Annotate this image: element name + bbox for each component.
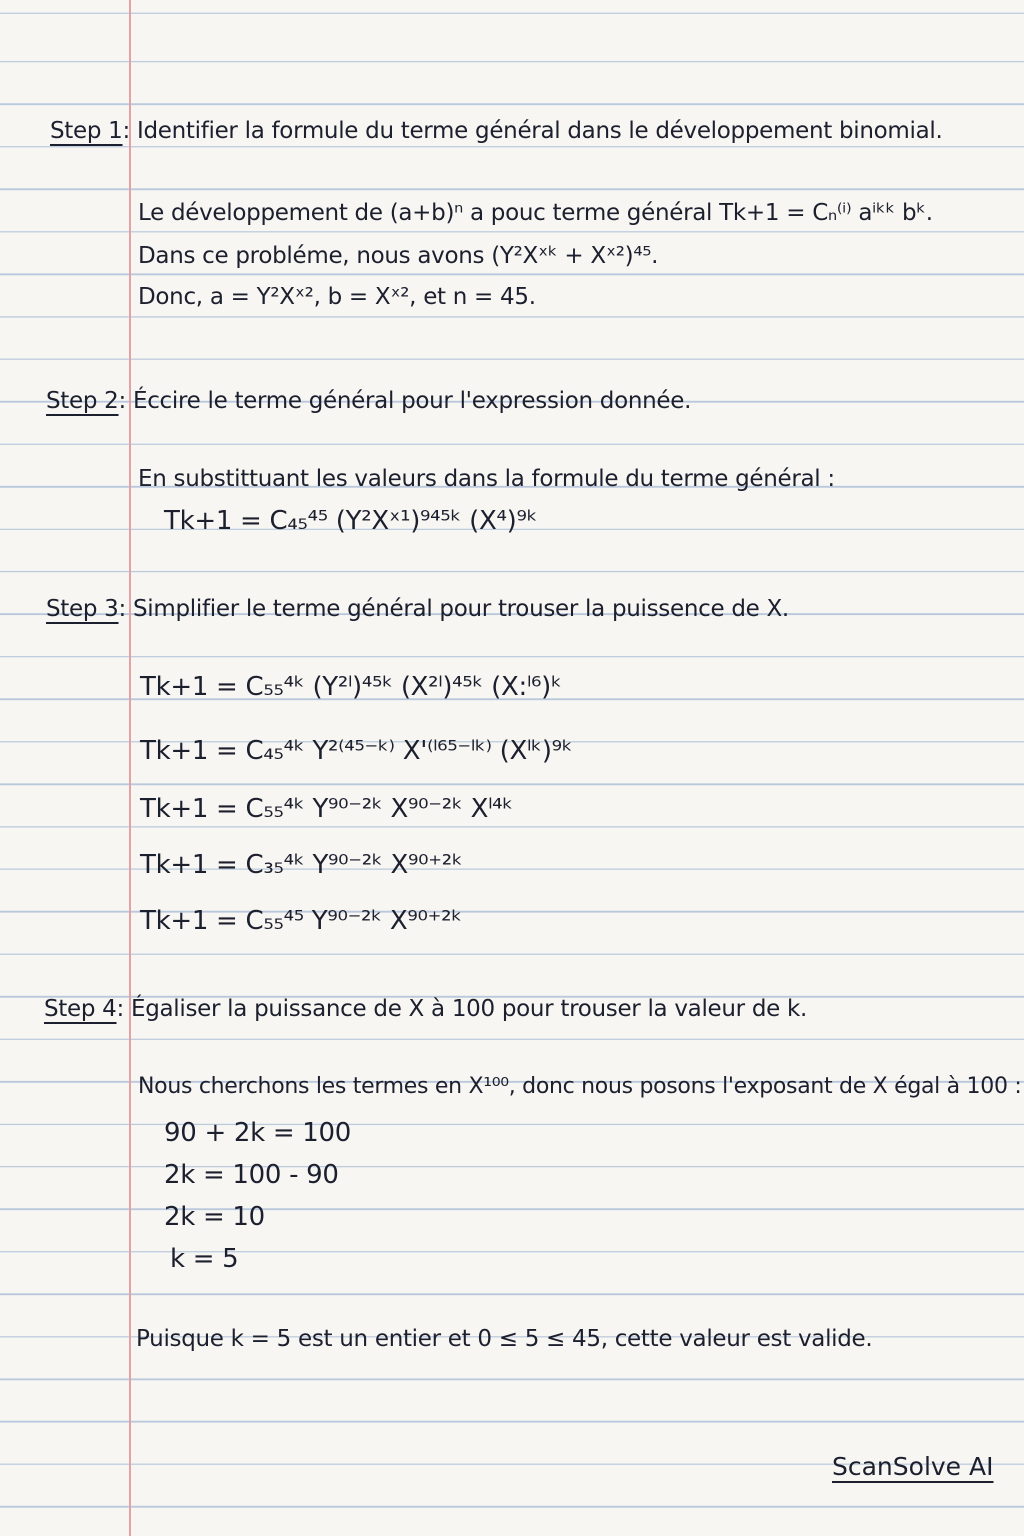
step-2-title: : Éccire le terme général pour l'expression donnée. [118,388,692,414]
signature: ScanSolve AI [832,1452,994,1481]
step-3-line-3: Tk+1 = C₅₅⁴ᵏ Y⁹⁰⁻²ᵏ X⁹⁰⁻²ᵏ Xˡ⁴ᵏ [140,794,514,824]
step-3-line-1: Tk+1 = C₅₅⁴ᵏ (Y²ˡ)⁴⁵ᵏ (X²ˡ)⁴⁵ᵏ (X:ˡ⁶)ᵏ [140,672,562,702]
step-2-line-1: En substittuant les valeurs dans la formule du terme général : [138,466,835,492]
step-4-heading [44,996,807,1022]
step-3-line-5: Tk+1 = C₅₅⁴⁵ Y⁹⁰⁻²ᵏ X⁹⁰⁺²ᵏ [140,906,462,936]
step-4-line-2: 90 + 2k = 100 [164,1118,352,1148]
step-4-line-5: k = 5 [170,1244,239,1274]
step-1-heading [50,118,942,144]
step-4-line-1: Nous cherchons les termes en X¹⁰⁰, donc nous posons l'exposant de X égal à 100 : [138,1074,1022,1099]
step-4-conclusion: Puisque k = 5 est un entier et 0 ≤ 5 ≤ 45, cette valeur est valide. [136,1326,873,1352]
step-4-line-4: 2k = 10 [164,1202,265,1232]
step-1-label: Step 1 [50,118,123,144]
step-2-line-2: Tk+1 = C₄₅⁴⁵ (Y²Xˣ¹)⁹⁴⁵ᵏ (X⁴)⁹ᵏ [164,506,538,536]
step-1-line-3: Donc, a = Y²Xˣ², b = Xˣ², et n = 45. [138,284,536,310]
step-1-line-2: Dans ce probléme, nous avons (Y²Xˣᵏ + Xˣ²)⁴⁵. [138,243,659,269]
step-1-line-1: Le développement de (a+b)ⁿ a pouc terme général Tk+1 = Cₙ⁽ⁱ⁾ aⁱᵏᵏ bᵏ. [138,200,933,226]
step-3-line-4: Tk+1 = C₃₅⁴ᵏ Y⁹⁰⁻²ᵏ X⁹⁰⁺²ᵏ [140,850,463,880]
step-4-title: : Égaliser la puissance de X à 100 pour trouser la valeur de k. [116,996,808,1022]
step-1-title: : Identifier la formule du terme général dans le développement binomial. [122,118,943,144]
step-4-line-3: 2k = 100 - 90 [164,1160,339,1190]
step-3-line-2: Tk+1 = C₄₅⁴ᵏ Y²⁽⁴⁵⁻ᵏ⁾ X'⁽ˡ⁶⁵⁻ˡᵏ⁾ (Xˡᵏ)⁹ᵏ [140,736,573,766]
step-3-title: : Simplifier le terme général pour trouser la puissence de X. [118,596,789,622]
step-3-label: Step 3 [46,596,119,622]
step-3-heading [46,596,789,622]
step-2-label: Step 2 [46,388,119,414]
margin-line [129,0,131,1536]
step-4-label: Step 4 [44,996,117,1022]
step-2-heading [46,388,691,414]
